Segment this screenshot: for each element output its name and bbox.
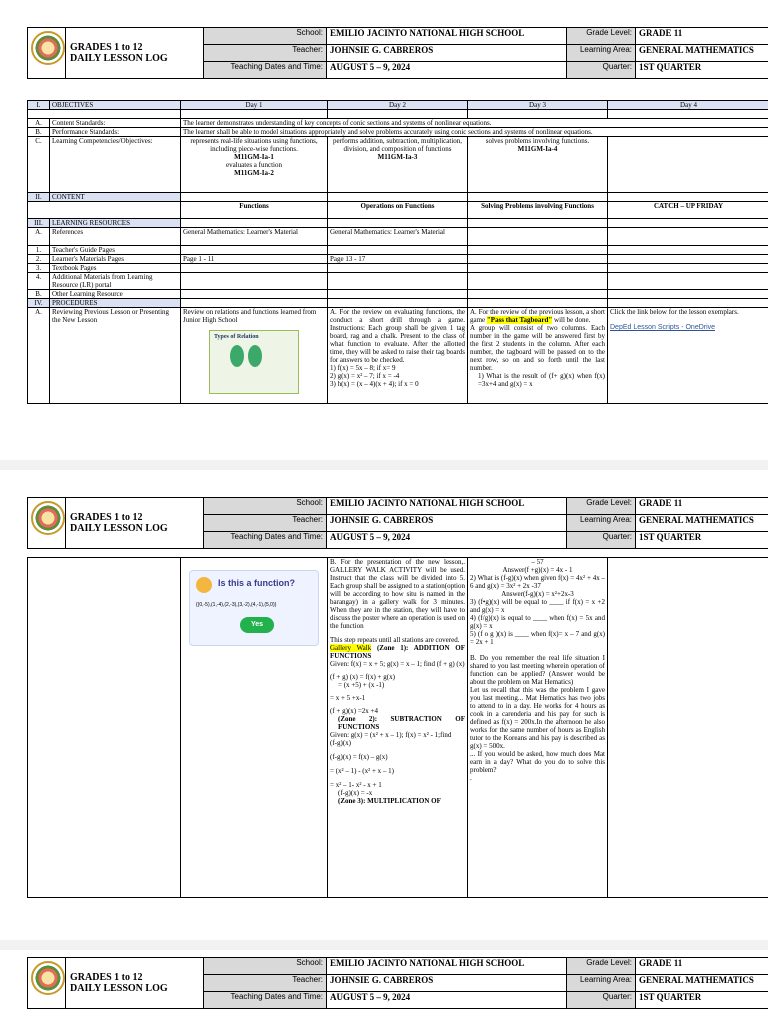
zone-3-title: (Zone 3): MULTIPLICATION OF <box>338 797 441 805</box>
review-label: Reviewing Previous Lesson or Presenting the New Lesson <box>50 308 181 404</box>
drill-line: 4) (f/g)(x) is equal to ____ when f(x) = 5x and g(x) = x <box>470 614 605 630</box>
am-label: Additional Materials from Learning Resource (LR) portal <box>50 273 181 290</box>
lesson-log-table-continued <box>27 557 768 898</box>
review-d2-line: 2) g(x) = x² – 7; if x = -4 <box>330 372 400 380</box>
teacher-name: JOHNSIE G. CABREROS <box>327 515 567 532</box>
learning-area: GENERAL MATHEMATICS <box>636 975 768 992</box>
blank-cell <box>468 255 608 264</box>
competency-d1a: represents real-life situations using functions, including piece-wise functions. <box>190 137 318 153</box>
blank-cell <box>468 110 608 119</box>
drill-line: 3) (f•g)(x) will be equal to ____ if f(x) = x +2 and g(x) = x <box>470 598 605 614</box>
objectives-num: I. <box>28 101 50 110</box>
title-line-1: GRADES 1 to 12 <box>70 512 143 523</box>
review-num: A. <box>28 308 50 404</box>
title-line-2: DAILY LESSON LOG <box>70 53 168 64</box>
competency-d2-code: M11GM-Ia-3 <box>377 153 418 161</box>
drill-line: 2) What is (f-g)(x) when given f(x) = 4x² + 4x – 6 and g(x) = 3x² + 2x -37 <box>470 574 605 590</box>
repeat-note: This step repeats until all stations are covered. <box>330 636 460 644</box>
teaching-dates: AUGUST 5 – 9, 2024 <box>327 62 567 79</box>
blank-cell <box>181 264 328 273</box>
review-day-4 <box>608 308 768 404</box>
quarter-label: Quarter: <box>567 62 636 79</box>
competency-day-3 <box>468 137 608 193</box>
competency-d1b-code: M11GM-Ia-2 <box>234 169 274 177</box>
competency-day-4 <box>608 137 768 193</box>
document-page-1 <box>0 0 768 460</box>
review-d3-b: will be done. <box>552 316 591 324</box>
oval-shape-icon <box>230 345 244 367</box>
review-d2-line: 1) f(x) = 5x – 8; if x= 9 <box>330 364 396 372</box>
review-d3-d: 1) What is the result of (f+ g)(x) when f(x) =3x+4 and g(x) = x <box>478 372 605 388</box>
day-1-header: Day 1 <box>181 101 328 110</box>
zone-1-step: = (x +5) + (x -1) <box>338 681 385 689</box>
dll-title <box>66 958 204 1009</box>
day-2-header: Day 2 <box>328 101 468 110</box>
function-card-cell <box>181 558 328 898</box>
real-life-question: B. Do you remember the real life situation I shared to you last meeting wherein operation of function can be applied? (Answer would be about the problem on Mat Hematics) <box>470 654 605 686</box>
blank-cell <box>608 110 768 119</box>
blank-cell <box>328 290 468 299</box>
school-seal-cell <box>28 28 66 79</box>
school-name: EMILIO JACINTO NATIONAL HIGH SCHOOL <box>327 958 567 975</box>
resources-num: III. <box>28 219 50 228</box>
zone-1-result: (f + g)(x) =2x +4 <box>330 707 378 715</box>
resources-label: LEARNING RESOURCES <box>50 219 181 228</box>
school-seal-icon <box>31 961 65 995</box>
olr-num: B. <box>28 290 50 299</box>
document-page-3 <box>0 950 768 1024</box>
blank-cell <box>468 299 608 308</box>
content-day-1: Functions <box>181 202 328 219</box>
lm-num: 2. <box>28 255 50 264</box>
blank-cell <box>28 110 181 119</box>
zone-2-result: (f-g)(x) = -x <box>338 789 373 797</box>
dll-header <box>27 497 768 549</box>
blank-cell <box>328 246 468 255</box>
blank-cell <box>181 193 328 202</box>
dates-label: Teaching Dates and Time: <box>204 62 327 79</box>
dll-header <box>27 957 768 1009</box>
learning-area: GENERAL MATHEMATICS <box>636 45 768 62</box>
day-4-header: Day 4 <box>608 101 768 110</box>
content-std-num: A. <box>28 119 50 128</box>
competency-d3-code: M11GM-Ia-4 <box>517 145 558 153</box>
blank-cell <box>328 110 468 119</box>
blank-cell <box>608 273 768 290</box>
blank-cell <box>328 193 468 202</box>
zone-2-step: (f-g)(x) = f(x) – g(x) <box>330 753 388 761</box>
dates-label: Teaching Dates and Time: <box>204 992 327 1009</box>
references-day-1: General Mathematics: Learner's Material <box>181 228 328 246</box>
day-3-header: Day 3 <box>468 101 608 110</box>
blank-cell <box>608 264 768 273</box>
competency-d1b: evaluates a function <box>226 161 282 169</box>
zone-2-step: = x² – 1- x² - x + 1 <box>330 781 382 789</box>
school-label: School: <box>204 958 327 975</box>
blank-cell <box>608 219 768 228</box>
tb-num: 3. <box>28 264 50 273</box>
grade-label: Grade Level: <box>567 498 636 515</box>
lesson-scripts-link[interactable]: DepEd Lesson Scripts - OneDrive <box>610 324 716 331</box>
grade-level: GRADE 11 <box>636 958 768 975</box>
earnings-question: ... If you would be asked, how much does Mat earn in a day? What do you do to solve this problem? <box>470 750 605 774</box>
blank-cell <box>608 246 768 255</box>
document-page-2 <box>0 470 768 940</box>
function-question-card <box>189 570 319 646</box>
perf-std-num: B. <box>28 128 50 137</box>
presentation-day-2 <box>328 558 468 898</box>
zone-2-given: Given: g(x) = (x² + x – 1); f(x) = x² - 1;find <box>330 731 452 739</box>
school-seal-icon <box>31 501 65 535</box>
blank-cell <box>328 273 468 290</box>
teacher-label: Teacher: <box>204 45 327 62</box>
mat-hematics-problem: Let us recall that this was the problem I gave you last meeting... Mat Hematics has two jobs to attend to in a day. He works for 4 hours as cook in a carenderia and his pay for such is defined as f(x) = 200x.In the afternoon he also works for the same number of hours as English tutor to the Koreans and his pay is described as g(x) = 500x. <box>470 686 605 750</box>
lm-label: Learner's Materials Pages <box>50 255 181 264</box>
title-line-2: DAILY LESSON LOG <box>70 523 168 534</box>
drill-answer: Answer(f-g)(x) = x²+2x-3 <box>501 590 574 598</box>
dll-title <box>66 498 204 549</box>
references-num: A. <box>28 228 50 246</box>
title-line-2: DAILY LESSON LOG <box>70 983 168 994</box>
references-label: References <box>50 228 181 246</box>
blank-cell <box>608 299 768 308</box>
blank-cell <box>28 202 181 219</box>
school-seal-icon <box>31 31 65 65</box>
blank-cell <box>328 299 468 308</box>
title-line-1: GRADES 1 to 12 <box>70 42 143 53</box>
competency-day-1 <box>181 137 328 193</box>
blank-cell <box>181 273 328 290</box>
blank-cell <box>181 299 328 308</box>
blank-cell <box>28 558 181 898</box>
content-day-3: Solving Problems involving Functions <box>468 202 608 219</box>
dates-label: Teaching Dates and Time: <box>204 532 327 549</box>
presentation-day-3 <box>468 558 608 898</box>
tb-label: Textbook Pages <box>50 264 181 273</box>
zone-2-step: = (x² – 1) - (x² + x – 1) <box>330 767 394 775</box>
teacher-name: JOHNSIE G. CABREROS <box>327 975 567 992</box>
blank-cell <box>181 246 328 255</box>
review-d2-line: 3) h(x) = (x – 4)(x + 4); if x = 0 <box>330 380 419 388</box>
review-day-2 <box>328 308 468 404</box>
grade-label: Grade Level: <box>567 958 636 975</box>
blank-cell <box>328 219 468 228</box>
zone-1-given: Given: f(x) = x + 5; g(x) = x – 1; find (f + g) (x) <box>330 660 465 668</box>
am-num: 4. <box>28 273 50 290</box>
zone-1-step: (f + g) (x) = f(x) + g(x) <box>330 673 395 681</box>
content-num: II. <box>28 193 50 202</box>
teacher-label: Teacher: <box>204 975 327 992</box>
blank-cell <box>468 290 608 299</box>
learning-area: GENERAL MATHEMATICS <box>636 515 768 532</box>
blank-cell <box>468 273 608 290</box>
lm-day-2: Page 13 - 17 <box>328 255 468 264</box>
character-icon <box>196 577 212 593</box>
zone-1-step: = x + 5 +x-1 <box>330 694 366 702</box>
blank-cell <box>608 558 768 898</box>
teacher-name: JOHNSIE G. CABREROS <box>327 45 567 62</box>
content-std-label: Content Standards: <box>50 119 181 128</box>
card-question: Is this a function? <box>218 578 296 588</box>
relation-types-title: Types of Relation <box>214 334 259 340</box>
school-name: EMILIO JACINTO NATIONAL HIGH SCHOOL <box>327 28 567 45</box>
content-day-2: Operations on Functions <box>328 202 468 219</box>
quarter-label: Quarter: <box>567 992 636 1009</box>
teacher-label: Teacher: <box>204 515 327 532</box>
school-seal-cell <box>28 958 66 1009</box>
lm-day-1: Page 1 - 11 <box>181 255 328 264</box>
competency-day-2 <box>328 137 468 193</box>
competency-d3: solves problems involving functions. <box>485 137 590 145</box>
competency-d1a-code: M11GM-Ia-1 <box>234 153 274 161</box>
blank-cell <box>181 110 328 119</box>
perf-std-text: The learner shall be able to model situations appropriately and solve problems accurately using conic sections and systems of nonlinear equations. <box>181 128 768 137</box>
blank-cell <box>468 228 608 246</box>
competency-label: Learning Competencies/Objectives: <box>50 137 181 193</box>
references-day-2: General Mathematics: Learner's Material <box>328 228 468 246</box>
blank-cell <box>181 290 328 299</box>
blank-cell <box>181 219 328 228</box>
school-seal-cell <box>28 498 66 549</box>
review-d2-line: A. For the review on evaluating functions, the conduct a short drill through a game. Instructions: Each group shall be given 1 tag board, rag and a chalk. Present to the class of what function to evaluate. After the allotted time, they will be asked to raise their tag boards for answers to be checked. <box>330 308 465 364</box>
card-answer-yes: Yes <box>240 617 274 633</box>
title-line-1: GRADES 1 to 12 <box>70 972 143 983</box>
blank-cell <box>468 264 608 273</box>
blank-cell <box>328 264 468 273</box>
quarter: 1ST QUARTER <box>636 62 768 79</box>
grade-label: Grade Level: <box>567 28 636 45</box>
area-label: Learning Area: <box>567 515 636 532</box>
objectives-label: OBJECTIVES <box>50 101 181 110</box>
zone-1-title: (Zone 1): ADDITION OF FUNCTIONS <box>330 644 465 660</box>
gallery-walk-intro: B. For the presentation of the new lesson,. GALLERY WALK ACTIVITY will be used. Instruct that the class will be divided into 5. Each group shall be assigned to a station(option will be according to how situ is named in the barangay) in a gallery walk for 3 minutes. When they are in the station, they will have to discuss the poster where an operation is used on the function <box>330 558 465 630</box>
oval-shape-icon <box>248 345 262 367</box>
dll-title <box>66 28 204 79</box>
blank-cell <box>468 246 608 255</box>
content-label: CONTENT <box>50 193 181 202</box>
quarter: 1ST QUARTER <box>636 992 768 1009</box>
grade-level: GRADE 11 <box>636 28 768 45</box>
procedures-num: IV. <box>28 299 50 308</box>
review-day-1 <box>181 308 328 404</box>
blank-cell <box>468 219 608 228</box>
game-name-highlight: "Pass that Tagboard" <box>486 316 553 324</box>
olr-label: Other Learning Resource <box>50 290 181 299</box>
grade-level: GRADE 11 <box>636 498 768 515</box>
procedures-label: PROCEDURES <box>50 299 181 308</box>
school-label: School: <box>204 498 327 515</box>
card-ordered-pairs: {(0,-5),(1,-4),(2,-3),(3,-2),(4,-1),(5,0)} <box>196 602 277 608</box>
area-label: Learning Area: <box>567 45 636 62</box>
drill-line: 5) (f o g )(x) is ____ when f(x)= x – 7 and g(x) = 2x + 1 <box>470 630 605 646</box>
review-d3-a: A. For the review of the previous lesson, a short game <box>470 308 605 324</box>
review-d4-text: Click the link below for the lesson exemplars. <box>610 308 739 316</box>
review-day-3 <box>468 308 608 404</box>
review-d3-c: A group will consist of two columns. Each number in the game will be answered first by the first 2 students in the column. After each number, the tagboard will be passed on to the next row, so on and so forth until the last number. <box>470 324 605 372</box>
quarter-label: Quarter: <box>567 532 636 549</box>
trailing-period: . <box>470 774 472 782</box>
school-name: EMILIO JACINTO NATIONAL HIGH SCHOOL <box>327 498 567 515</box>
drill-line: – 57 <box>531 558 544 566</box>
tg-num: 1. <box>28 246 50 255</box>
school-label: School: <box>204 28 327 45</box>
quarter: 1ST QUARTER <box>636 532 768 549</box>
competency-d2: performs addition, subtraction, multiplication, division, and composition of functions <box>332 137 463 153</box>
zone-2-title: (Zone 2): SUBTRACTION OF FUNCTIONS <box>338 715 465 731</box>
area-label: Learning Area: <box>567 975 636 992</box>
content-std-text: The learner demonstrates understanding of key concepts of conic sections and systems of nonlinear equations. <box>181 119 768 128</box>
lesson-log-table <box>27 100 768 404</box>
blank-cell <box>608 255 768 264</box>
drill-answer: Answer(f +g)(x) = 4x - 1 <box>502 566 573 574</box>
blank-cell <box>608 290 768 299</box>
dll-header <box>27 27 768 79</box>
competency-num: C. <box>28 137 50 193</box>
relation-types-image <box>209 330 299 394</box>
gallery-walk-highlight: Gallery Walk <box>330 644 372 652</box>
blank-cell <box>608 228 768 246</box>
perf-std-label: Performance Standards: <box>50 128 181 137</box>
teaching-dates: AUGUST 5 – 9, 2024 <box>327 532 567 549</box>
zone-2-find: (f-g)(x) <box>330 739 351 747</box>
review-d1-text: Review on relations and functions learned from Junior High School <box>183 308 317 324</box>
tg-label: Teacher's Guide Pages <box>50 246 181 255</box>
blank-cell <box>608 193 768 202</box>
content-day-4: CATCH – UP FRIDAY <box>608 202 768 219</box>
blank-cell <box>468 193 608 202</box>
teaching-dates: AUGUST 5 – 9, 2024 <box>327 992 567 1009</box>
